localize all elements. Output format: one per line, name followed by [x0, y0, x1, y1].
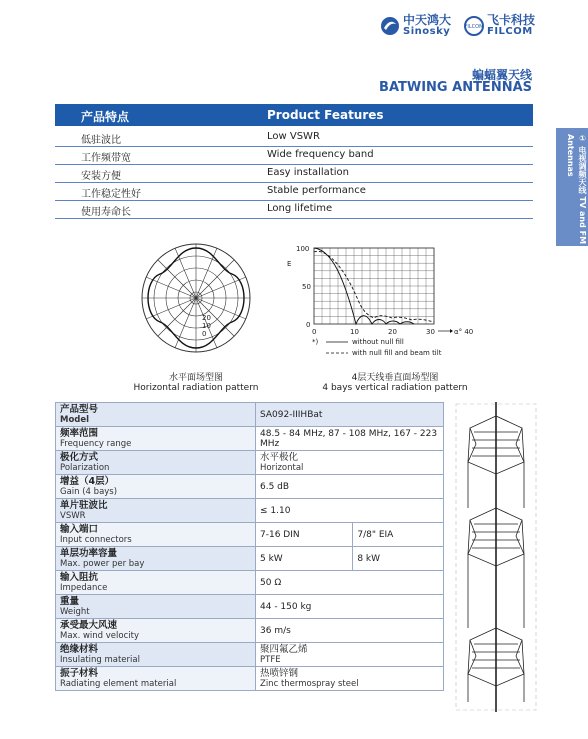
table-row [56, 595, 444, 619]
spec-value: 48.5 - 84 MHz, 87 - 108 MHz, 167 - 223 MHz [256, 427, 444, 451]
vertical-pattern-plot [282, 238, 482, 364]
features-header [55, 104, 533, 126]
spec-label-cn: 承受最大风速 [60, 620, 118, 631]
filcom-logo-icon [464, 16, 484, 36]
page-title-en: BATWING ANTENNAS [379, 80, 532, 95]
spec-label [56, 643, 256, 667]
sinosky-logo [380, 14, 451, 37]
legend-marker: *) [312, 338, 319, 346]
spec-value: 7-16 DIN [256, 523, 353, 547]
table-row [56, 619, 444, 643]
horizontal-pattern-diagram [136, 240, 256, 356]
feature-row [55, 146, 533, 165]
spec-label-cn: 振子材料 [60, 668, 99, 679]
spec-value: ≤ 1.10 [256, 499, 444, 523]
spec-label-cn: 单片驻波比 [60, 500, 108, 511]
horizontal-pattern-caption [120, 370, 272, 393]
y-axis-label: E [287, 260, 292, 268]
feature-cn: 工作频带宽 [81, 153, 131, 164]
y-tick: 50 [302, 283, 311, 291]
spec-label-cn: 输入阻抗 [60, 572, 99, 583]
features-header-cn: 产品特点 [81, 110, 130, 124]
spec-label-cn: 单层功率容量 [60, 548, 118, 559]
spec-label-cn: 产品型号 [60, 404, 99, 415]
x-tick: 0 [312, 328, 317, 336]
feature-row [55, 128, 533, 147]
spec-label [56, 403, 256, 427]
spec-value-en: Horizontal [260, 463, 304, 473]
spec-label [56, 595, 256, 619]
table-row [56, 667, 444, 691]
spec-value: 36 m/s [256, 619, 444, 643]
batwing-antenna-illustration [448, 402, 546, 712]
x-tick: 10 [350, 328, 359, 336]
spec-value: 8 kW [353, 547, 444, 571]
filcom-en: FILCOM [487, 26, 533, 37]
svg-text:FILCOM: FILCOM [464, 23, 484, 30]
feature-cn: 工作稳定性好 [81, 189, 141, 200]
spec-label-cn: 重量 [60, 596, 80, 607]
x-axis-label: α° 40 [454, 328, 474, 336]
horizontal-caption-cn: 水平面场型图 [168, 373, 223, 383]
spec-label-en: Frequency range [60, 439, 132, 449]
spec-label-en: Weight [60, 607, 90, 617]
spec-value-cn: 水平极化 [260, 452, 299, 463]
vertical-pattern-caption [300, 370, 490, 393]
spec-label-cn: 频率范围 [60, 428, 99, 439]
feature-en: Easy installation [267, 167, 349, 178]
spec-label [56, 547, 256, 571]
feature-en: Low VSWR [267, 131, 320, 142]
ring-label: 10 [202, 322, 211, 330]
spec-value: 7/8" EIA [353, 523, 444, 547]
spec-label-cn: 极化方式 [60, 452, 99, 463]
spec-label-cn: 增益（4层） [60, 476, 115, 487]
spec-value [256, 451, 444, 475]
spec-label [56, 619, 256, 643]
ring-label: 20 [202, 314, 211, 322]
spec-value: 50 Ω [256, 571, 444, 595]
feature-en: Wide frequency band [267, 149, 374, 160]
spec-value-en: Zinc thermospray steel [260, 679, 359, 689]
x-axis-arrowhead [450, 329, 453, 333]
feature-row [55, 164, 533, 183]
filcom-cn: 飞卡科技 [487, 13, 536, 27]
spec-label-en: Impedance [60, 583, 108, 593]
spec-label [56, 523, 256, 547]
spec-table [55, 402, 444, 691]
spec-value: 44 - 150 kg [256, 595, 444, 619]
spec-label-en: Gain (4 bays) [60, 487, 118, 497]
features-header-en: Product Features [267, 108, 384, 122]
spec-value-cn: 聚四氟乙烯 [260, 644, 308, 655]
spec-label [56, 571, 256, 595]
spec-label-en: Max. wind velocity [60, 631, 139, 641]
spec-value: 5 kW [256, 547, 353, 571]
vertical-caption-cn: 4层天线垂直面场型图 [351, 373, 439, 383]
spec-label-en: Max. power per bay [60, 559, 145, 569]
table-row [56, 547, 444, 571]
ring-label: 0 [202, 330, 207, 338]
spec-label [56, 427, 256, 451]
feature-cn: 安装方便 [81, 171, 121, 182]
spec-label-en: Input connectors [60, 535, 132, 545]
spec-value-en: PTFE [260, 655, 281, 665]
spec-label-en: Polarization [60, 463, 110, 473]
spec-label-en: Radiating element material [60, 679, 177, 689]
y-tick: 100 [296, 245, 310, 253]
spec-value [256, 667, 444, 691]
spec-label-en: Model [60, 415, 90, 425]
table-row [56, 475, 444, 499]
x-tick: 20 [388, 328, 397, 336]
spec-label [56, 499, 256, 523]
table-row [56, 523, 444, 547]
legend-label: with null fill and beam tilt [352, 349, 442, 357]
table-row [56, 403, 444, 427]
feature-row [55, 200, 533, 219]
spec-value: SA092-IIIHBat [256, 403, 444, 427]
table-row [56, 571, 444, 595]
spec-value-cn: 热喷锌钢 [260, 668, 299, 679]
vertical-caption-en: 4 bays vertical radiation pattern [322, 383, 468, 393]
table-row [56, 643, 444, 667]
curve-with-null-fill [314, 251, 434, 322]
spec-label [56, 475, 256, 499]
section-side-tab: ① 电视调频天线 TV and FM Antennas [556, 128, 588, 246]
feature-en: Long lifetime [267, 203, 333, 214]
x-tick: 30 [426, 328, 435, 336]
spec-label [56, 451, 256, 475]
table-row [56, 427, 444, 451]
horizontal-caption-en: Horizontal radiation pattern [133, 383, 259, 393]
y-tick: 0 [306, 321, 311, 329]
page-title-cn: 蝙蝠翼天线 [471, 68, 532, 82]
spec-value [256, 643, 444, 667]
spec-label-cn: 输入端口 [60, 524, 99, 535]
filcom-logo [464, 14, 535, 37]
feature-cn: 低驻波比 [81, 135, 121, 146]
spec-label-en: VSWR [60, 511, 86, 521]
spec-label-en: Insulating material [60, 655, 140, 665]
feature-cn: 使用寿命长 [81, 207, 131, 218]
spec-label-cn: 绝缘材料 [60, 644, 99, 655]
spec-label [56, 667, 256, 691]
feature-en: Stable performance [267, 185, 366, 196]
sinosky-en: Sinosky [403, 26, 451, 37]
feature-row [55, 182, 533, 201]
sinosky-cn: 中天鸿大 [403, 13, 452, 27]
table-row [56, 451, 444, 475]
table-row [56, 499, 444, 523]
sinosky-logo-icon [380, 16, 400, 36]
legend-label: without null fill [352, 338, 404, 346]
spec-value: 6.5 dB [256, 475, 444, 499]
